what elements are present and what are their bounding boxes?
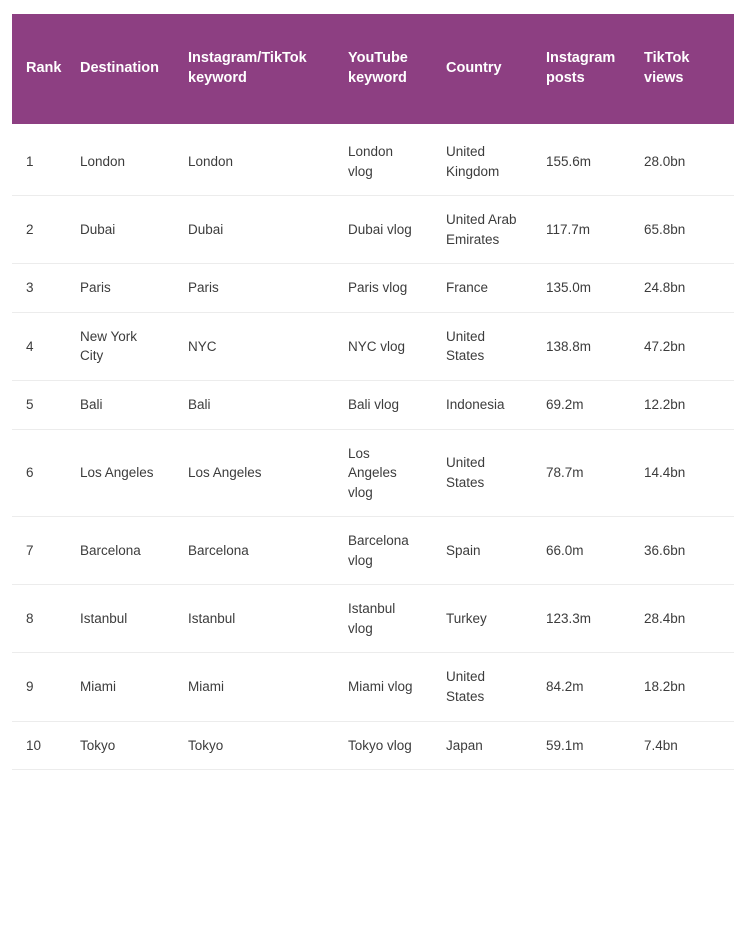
cell-rank: 6 — [12, 429, 66, 517]
cell-country: United States — [432, 653, 532, 721]
cell-overflow-spacer — [725, 429, 734, 517]
cell-instagram-tiktok-keyword: Istanbul — [174, 585, 334, 653]
rank-table-container — [12, 14, 734, 770]
cell-youtube-keyword: Paris vlog — [334, 264, 432, 313]
cell-destination: Barcelona — [66, 517, 174, 585]
cell-youtube-keyword: Miami vlog — [334, 653, 432, 721]
cell-instagram-posts: 78.7m — [532, 429, 630, 517]
cell-instagram-tiktok-keyword: Paris — [174, 264, 334, 313]
cell-rank: 4 — [12, 312, 66, 380]
table-row — [12, 196, 734, 264]
cell-tiktok-views: 65.8bn — [630, 196, 725, 264]
cell-destination: New York City — [66, 312, 174, 380]
table-row — [12, 264, 734, 313]
cell-overflow-spacer — [725, 517, 734, 585]
cell-rank: 10 — [12, 721, 66, 770]
cell-rank: 2 — [12, 196, 66, 264]
cell-instagram-posts: 123.3m — [532, 585, 630, 653]
column-header-tiktok-views[interactable]: TikTok views — [644, 50, 690, 86]
table-row — [12, 653, 734, 721]
cell-rank: 3 — [12, 264, 66, 313]
cell-youtube-keyword: Los Angeles vlog — [334, 429, 432, 517]
cell-overflow-spacer — [725, 312, 734, 380]
cell-country: Spain — [432, 517, 532, 585]
table-row — [12, 124, 734, 196]
table-header — [12, 14, 734, 124]
cell-destination: Dubai — [66, 196, 174, 264]
cell-youtube-keyword: Dubai vlog — [334, 196, 432, 264]
cell-country: United States — [432, 312, 532, 380]
cell-youtube-keyword: Istanbul vlog — [334, 585, 432, 653]
cell-instagram-tiktok-keyword: Tokyo — [174, 721, 334, 770]
column-header-destination[interactable]: Destination — [80, 60, 159, 77]
cell-tiktok-views: 28.0bn — [630, 124, 725, 196]
table-row — [12, 429, 734, 517]
cell-instagram-posts: 117.7m — [532, 196, 630, 264]
table-row — [12, 380, 734, 429]
cell-tiktok-views: 12.2bn — [630, 380, 725, 429]
cell-tiktok-views: 28.4bn — [630, 585, 725, 653]
cell-instagram-tiktok-keyword: Miami — [174, 653, 334, 721]
destination-ranking-table — [12, 14, 734, 770]
cell-youtube-keyword: London vlog — [334, 124, 432, 196]
cell-rank: 8 — [12, 585, 66, 653]
cell-destination: Istanbul — [66, 585, 174, 653]
cell-destination: London — [66, 124, 174, 196]
cell-country: Japan — [432, 721, 532, 770]
cell-instagram-tiktok-keyword: Dubai — [174, 196, 334, 264]
column-header-rank[interactable]: Rank — [26, 60, 62, 77]
table-row — [12, 312, 734, 380]
cell-instagram-tiktok-keyword: NYC — [174, 312, 334, 380]
table-row — [12, 517, 734, 585]
cell-tiktok-views: 36.6bn — [630, 517, 725, 585]
column-header-instagram-posts[interactable]: Instagram posts — [546, 50, 616, 86]
column-header-youtube-keyword[interactable]: YouTube keyword — [348, 50, 408, 86]
cell-overflow-spacer — [725, 721, 734, 770]
cell-country: United Arab Emirates — [432, 196, 532, 264]
column-header-instagram-tiktok-keyword[interactable]: Instagram/TikTok keyword — [188, 50, 307, 86]
cell-overflow-spacer — [725, 124, 734, 196]
cell-tiktok-views: 14.4bn — [630, 429, 725, 517]
cell-overflow-spacer — [725, 585, 734, 653]
table-row — [12, 721, 734, 770]
cell-rank: 9 — [12, 653, 66, 721]
cell-overflow-spacer — [725, 264, 734, 313]
cell-destination: Tokyo — [66, 721, 174, 770]
cell-tiktok-views: 7.4bn — [630, 721, 725, 770]
cell-instagram-tiktok-keyword: Barcelona — [174, 517, 334, 585]
cell-youtube-keyword: Tokyo vlog — [334, 721, 432, 770]
column-header-country[interactable]: Country — [446, 60, 502, 77]
table-header-row — [12, 14, 734, 124]
cell-instagram-posts: 155.6m — [532, 124, 630, 196]
cell-overflow-spacer — [725, 380, 734, 429]
cell-rank: 1 — [12, 124, 66, 196]
cell-instagram-posts: 138.8m — [532, 312, 630, 380]
cell-country: United Kingdom — [432, 124, 532, 196]
cell-youtube-keyword: Bali vlog — [334, 380, 432, 429]
cell-destination: Paris — [66, 264, 174, 313]
column-header-overflow-spacer — [725, 14, 734, 124]
cell-tiktok-views: 24.8bn — [630, 264, 725, 313]
cell-overflow-spacer — [725, 653, 734, 721]
cell-instagram-posts: 84.2m — [532, 653, 630, 721]
cell-instagram-posts: 59.1m — [532, 721, 630, 770]
cell-destination: Bali — [66, 380, 174, 429]
cell-overflow-spacer — [725, 196, 734, 264]
cell-instagram-posts: 135.0m — [532, 264, 630, 313]
cell-country: France — [432, 264, 532, 313]
cell-instagram-tiktok-keyword: Bali — [174, 380, 334, 429]
table-row — [12, 585, 734, 653]
cell-country: Indonesia — [432, 380, 532, 429]
cell-tiktok-views: 47.2bn — [630, 312, 725, 380]
cell-youtube-keyword: Barcelona vlog — [334, 517, 432, 585]
cell-rank: 5 — [12, 380, 66, 429]
cell-tiktok-views: 18.2bn — [630, 653, 725, 721]
cell-destination: Miami — [66, 653, 174, 721]
cell-instagram-posts: 69.2m — [532, 380, 630, 429]
cell-youtube-keyword: NYC vlog — [334, 312, 432, 380]
cell-instagram-tiktok-keyword: London — [174, 124, 334, 196]
cell-destination: Los Angeles — [66, 429, 174, 517]
cell-instagram-posts: 66.0m — [532, 517, 630, 585]
cell-country: Turkey — [432, 585, 532, 653]
cell-instagram-tiktok-keyword: Los Angeles — [174, 429, 334, 517]
cell-rank: 7 — [12, 517, 66, 585]
table-body — [12, 124, 734, 770]
cell-country: United States — [432, 429, 532, 517]
